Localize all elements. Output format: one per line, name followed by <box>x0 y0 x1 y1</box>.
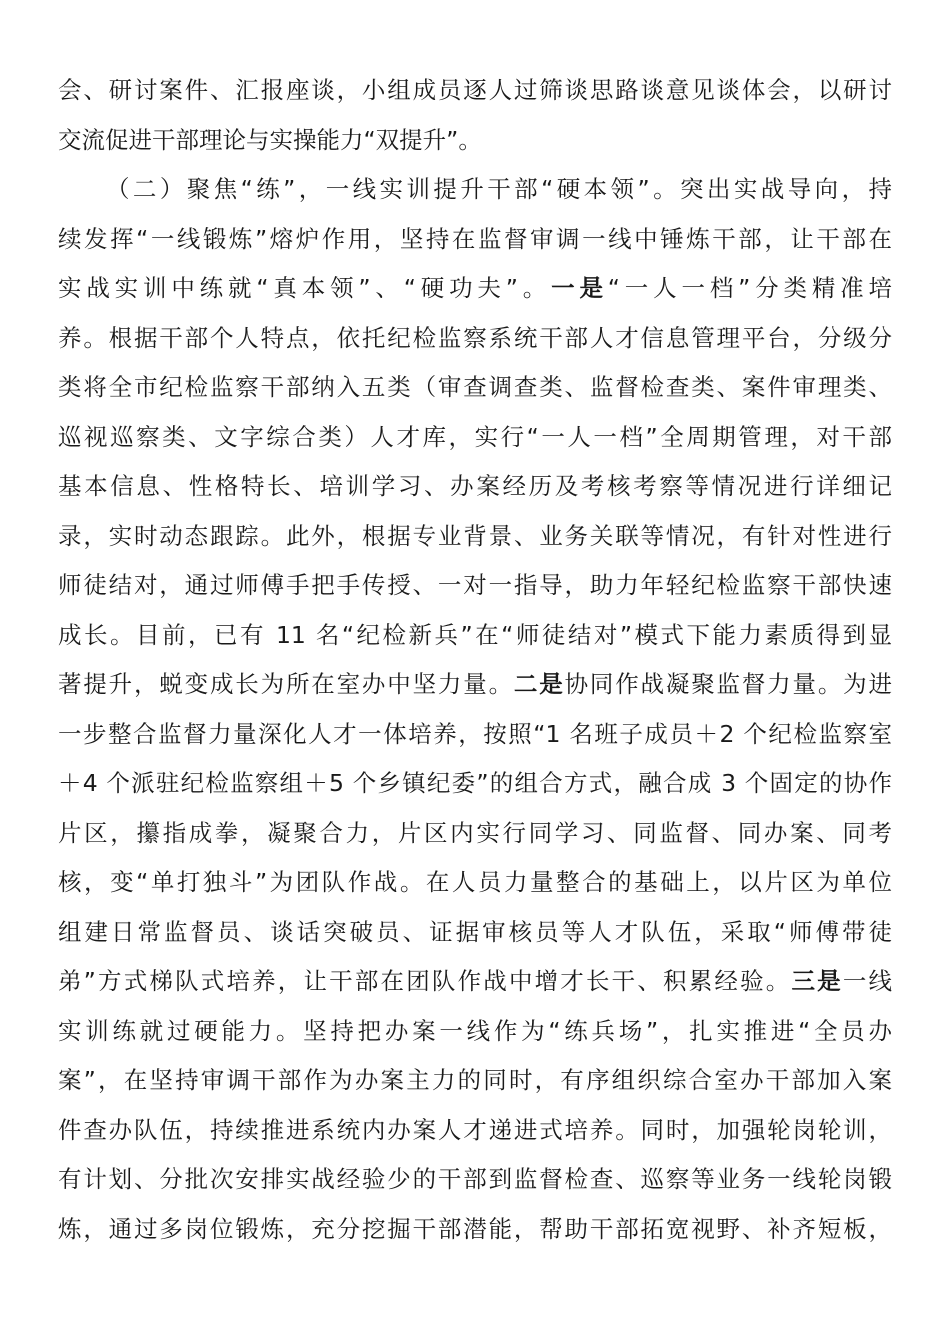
text-segment: 续发挥“一线锻炼”熔炉作用，坚持在监督审调一线中锤炼干部，让干部在 <box>58 224 892 253</box>
text-segment: 著提升，蜕变成长为所在室办中坚力量。 <box>58 670 514 698</box>
text-line <box>58 660 892 710</box>
text-segment: 片区，攥指成拳，凝聚合力，片区内实行同学习、同监督、同办案、同考 <box>58 818 892 847</box>
text-segment: 类将全市纪检监察干部纳入五类（审查调查类、监督检查类、案件审理类、 <box>58 373 892 401</box>
text-segment: 养。根据干部个人特点，依托纪检监察系统干部人才信息管理平台，分级分 <box>58 323 892 352</box>
text-line <box>58 1205 892 1255</box>
text-line <box>58 908 892 958</box>
text-segment: 巡视巡察类、文字综合类）人才库，实行“一人一档”全周期管理，对干部 <box>58 422 892 451</box>
text-line <box>58 413 892 463</box>
document-body-text <box>58 66 892 1254</box>
text-line <box>58 809 892 859</box>
text-segment: 一步整合监督力量深化人才一体培养，按照“1 名班子成员＋2 个纪检监察室 <box>58 719 892 748</box>
text-segment: 核，变“单打独斗”为团队作战。在人员力量整合的基础上，以片区为单位 <box>58 868 892 896</box>
text-line <box>58 215 892 265</box>
text-segment: 会、研讨案件、汇报座谈，小组成员逐人过筛谈思路谈意见谈体会，以研讨 <box>58 76 892 104</box>
text-segment: “一人一档”分类精准培 <box>607 274 893 302</box>
text-line <box>58 710 892 760</box>
text-segment: 实训练就过硬能力。坚持把办案一线作为“练兵场”，扎实推进“全员办 <box>58 1016 892 1045</box>
text-segment: 协同作战凝聚监督力量。为进 <box>564 670 892 698</box>
text-segment: 一线 <box>842 967 893 995</box>
text-line <box>58 858 892 908</box>
text-segment: 组建日常监督员、谈话突破员、证据审核员等人才队伍，采取“师傅带徒 <box>58 917 892 946</box>
bold-enumerator: 三是 <box>791 967 843 995</box>
text-segment: （二）聚焦“练”，一线实训提升干部“硬本领”。突出实战导向，持 <box>106 175 892 203</box>
text-segment: 有计划、分批次安排实战经验少的干部到监督检查、巡察等业务一线轮岗锻 <box>58 1165 892 1193</box>
text-line <box>58 66 892 116</box>
text-line <box>58 462 892 512</box>
text-line <box>58 957 892 1007</box>
text-segment: 实战实训中练就“真本领”、“硬功夫”。 <box>58 274 552 302</box>
text-line <box>58 165 892 215</box>
text-line <box>58 363 892 413</box>
text-segment: 成长。目前，已有 11 名“纪检新兵”在“师徒结对”模式下能力素质得到显 <box>58 620 892 649</box>
text-segment: ＋4 个派驻纪检监察组＋5 个乡镇纪委”的组合方式，融合成 3 个固定的协作 <box>58 769 892 797</box>
text-line <box>58 314 892 364</box>
text-line <box>58 1056 892 1106</box>
text-segment: 交流促进干部理论与实操能力“双提升”。 <box>58 125 482 154</box>
text-line <box>58 512 892 562</box>
text-line <box>58 759 892 809</box>
text-segment: 弟”方式梯队式培养，让干部在团队作战中增才长干、积累经验。 <box>58 967 792 995</box>
text-line <box>58 611 892 661</box>
text-segment: 件查办队伍，持续推进系统内办案人才递进式培养。同时，加强轮岗轮训， <box>58 1115 892 1144</box>
text-line <box>58 561 892 611</box>
text-segment: 案”，在坚持审调干部作为办案主力的同时，有序组织综合室办干部加入案 <box>58 1066 892 1094</box>
text-segment: 炼，通过多岗位锻炼，充分挖掘干部潜能，帮助干部拓宽视野、补齐短板， <box>58 1214 892 1243</box>
text-line <box>58 1106 892 1156</box>
text-line <box>58 1155 892 1205</box>
text-segment: 师徒结对，通过师傅手把手传授、一对一指导，助力年轻纪检监察干部快速 <box>58 571 892 599</box>
text-segment: 录，实时动态跟踪。此外，根据专业背景、业务关联等情况，有针对性进行 <box>58 521 892 550</box>
bold-enumerator: 二是 <box>513 670 565 698</box>
text-line <box>58 116 892 166</box>
text-line <box>58 1007 892 1057</box>
text-segment: 基本信息、性格特长、培训学习、办案经历及考核考察等情况进行详细记 <box>58 472 892 500</box>
bold-enumerator: 一是 <box>551 274 608 302</box>
text-line <box>58 264 892 314</box>
